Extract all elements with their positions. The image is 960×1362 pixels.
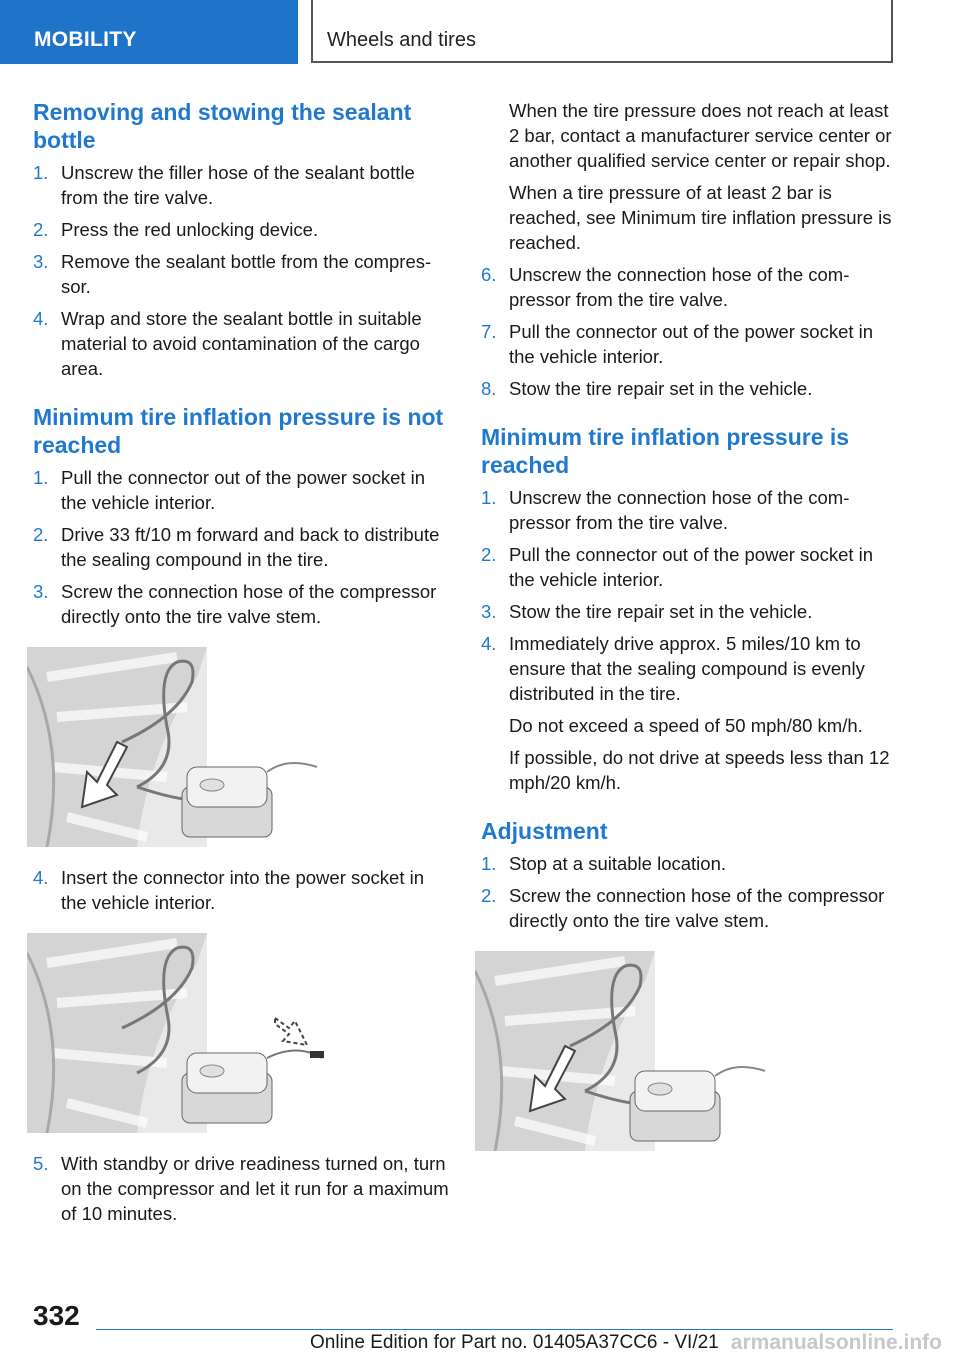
chapter-tab xyxy=(311,0,893,63)
list-item: 2. Drive 33 ft/10 m forward and back to distribute the sealing compound in the tire. xyxy=(33,524,440,570)
note-speed-limit: Do not exceed a speed of 50 mph/80 km/h. xyxy=(509,715,863,736)
list-item: 3. Remove the sealant bottle from the compressor. xyxy=(33,251,432,297)
illustration-connector-power-socket xyxy=(27,933,453,1133)
note-minimum-speed: If possible, do not drive at speeds less than 12 mph/20 km/h. xyxy=(509,747,890,793)
steps-pressure-not-reached xyxy=(33,465,453,629)
list-item: 1. Stop at a suitable location. xyxy=(481,853,727,874)
section-title: MOBILITY xyxy=(34,28,137,51)
list-item: 4. Immediately drive approx. 5 miles/10 km to ensure that the sealing compound is evenly distributed in the tire. xyxy=(481,633,865,704)
list-item: 4. Insert the connector into the power socket in the vehicle interior. xyxy=(33,867,425,913)
illustration-compressor-on-valve xyxy=(27,647,453,847)
list-item: 6. Unscrew the connection hose of the compressor from the tire valve. xyxy=(481,264,850,310)
steps-insert-connector xyxy=(33,865,453,915)
section-tab xyxy=(0,0,298,64)
note-contact-service: When the tire pressure does not reach at least 2 bar, contact a manufacturer service center or another qualified service center or repair shop. xyxy=(509,100,892,171)
heading-removing-sealant: Removing and stowing the sealant bottle xyxy=(33,99,412,153)
steps-removing-sealant xyxy=(33,160,453,381)
list-item: 2. Press the red unlocking device. xyxy=(33,219,319,240)
heading-pressure-reached: Minimum tire inflation pressure is reached xyxy=(481,424,850,478)
note-pressure-reached: When a tire pressure of at least 2 bar is reached, see Minimum tire inflation pressure is reached. xyxy=(509,182,892,253)
page-number: 332 xyxy=(33,1300,80,1331)
list-item: 1. Unscrew the connection hose of the compressor from the tire valve. xyxy=(481,487,850,533)
illustration-adjustment-compressor xyxy=(475,951,901,1151)
steps-pressure-reached xyxy=(481,485,901,706)
steps-run-compressor xyxy=(33,1151,453,1226)
list-item: 3. Stow the tire repair set in the vehicle. xyxy=(481,601,813,622)
heading-adjustment: Adjustment xyxy=(481,818,608,844)
watermark: armanualsonline.info xyxy=(730,1331,942,1354)
list-item: 7. Pull the connector out of the power socket in the vehicle interior. xyxy=(481,321,874,367)
list-item: 8. Stow the tire repair set in the vehicle. xyxy=(481,378,813,399)
list-item: 4. Wrap and store the sealant bottle in suitable material to avoid contamination of the cargo area. xyxy=(33,308,422,379)
list-item: 2. Pull the connector out of the power socket in the vehicle interior. xyxy=(481,544,874,590)
steps-continued xyxy=(481,262,901,401)
list-item: 3. Screw the connection hose of the compressor directly onto the tire valve stem. xyxy=(33,581,437,627)
right-column xyxy=(481,98,901,1169)
heading-pressure-not-reached: Minimum tire inflation pressure is not reached xyxy=(33,404,444,458)
list-item: 1. Unscrew the filler hose of the sealant bottle from the tire valve. xyxy=(33,162,415,208)
footer-divider xyxy=(96,1329,893,1330)
list-item: 5. With standby or drive readiness turned on, turn on the compressor and let it run for a maximum of 10 minutes. xyxy=(33,1153,449,1224)
steps-adjustment xyxy=(481,851,901,933)
left-column xyxy=(33,98,453,1233)
list-item: 1. Pull the connector out of the power socket in the vehicle interior. xyxy=(33,467,426,513)
list-item: 2. Screw the connection hose of the compressor directly onto the tire valve stem. xyxy=(481,885,885,931)
chapter-title: Wheels and tires xyxy=(327,29,476,51)
edition-footer: Online Edition for Part no. 01405A37CC6 - VI/21 xyxy=(310,1332,719,1353)
